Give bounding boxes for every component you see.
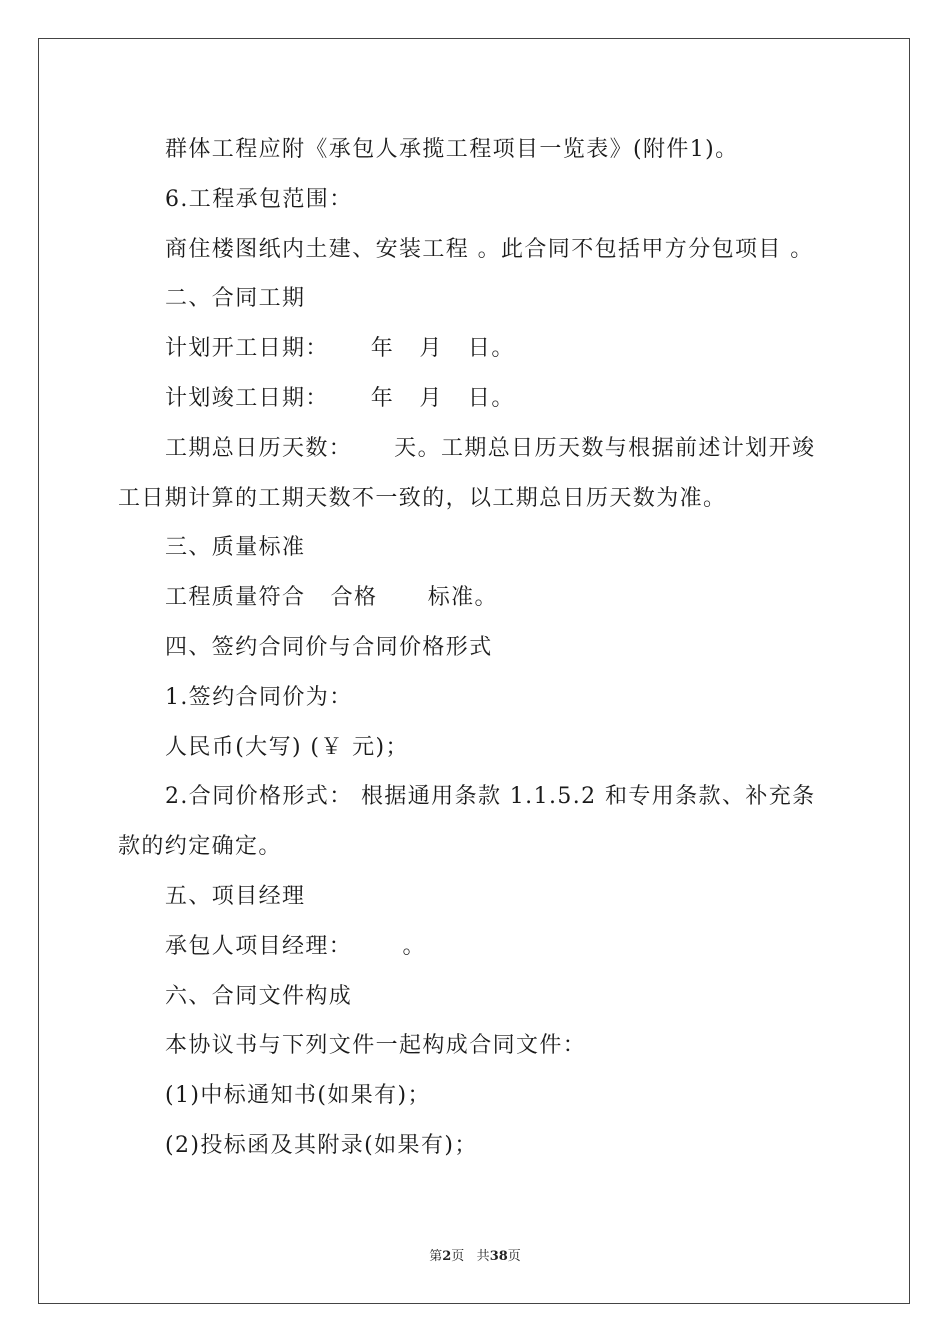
footer-total-suffix: 页 xyxy=(507,1249,521,1264)
section-heading: 二、合同工期 xyxy=(165,286,306,312)
document-line: 商住楼图纸内土建、安装工程 。此合同不包括甲方分包项目 。 xyxy=(165,236,814,262)
document-line: 承包人项目经理： 。 xyxy=(165,933,426,959)
section-heading: 三、质量标准 xyxy=(165,535,306,561)
section-heading: 六、合同文件构成 xyxy=(165,983,353,1009)
footer-page-suffix: 页 xyxy=(451,1249,465,1264)
list-item: (1)中标通知书(如果有)； xyxy=(165,1083,431,1109)
document-body xyxy=(118,125,834,1171)
document-line: 人民币(大写) (￥ 元)； xyxy=(165,734,409,760)
document-line: 群体工程应附《承包人承揽工程项目一览表》(附件1)。 xyxy=(165,137,739,162)
document-line: 6.工程承包范围： xyxy=(165,186,353,212)
document-line: 本协议书与下列文件一起构成合同文件： xyxy=(165,1033,587,1059)
document-line: 1.签约合同价为： xyxy=(165,684,353,710)
section-heading: 五、项目经理 xyxy=(165,883,306,909)
total-pages-number: 38 xyxy=(489,1249,508,1264)
page-footer xyxy=(0,1245,950,1264)
document-line: 计划竣工日期： 年 月 日。 xyxy=(165,385,515,411)
document-line: 款的约定确定。 xyxy=(118,834,282,860)
document-line: 2.合同价格形式： 根据通用条款 1.1.5.2 和专用条款、补充条 xyxy=(165,784,816,810)
document-line: 工程质量符合 合格 标准。 xyxy=(165,585,498,611)
footer-total-prefix: 共 xyxy=(476,1249,490,1264)
list-item: (2)投标函及其附录(如果有)； xyxy=(165,1132,478,1158)
section-heading: 四、签约合同价与合同价格形式 xyxy=(165,634,493,660)
document-line: 工期总日历天数： 天。工期总日历天数与根据前述计划开竣 xyxy=(165,435,816,461)
footer-prefix: 第 xyxy=(429,1249,443,1264)
document-line: 工日期计算的工期天数不一致的，以工期总日历天数为准。 xyxy=(118,485,727,511)
current-page-number: 2 xyxy=(442,1249,452,1264)
document-line: 计划开工日期： 年 月 日。 xyxy=(165,336,515,362)
